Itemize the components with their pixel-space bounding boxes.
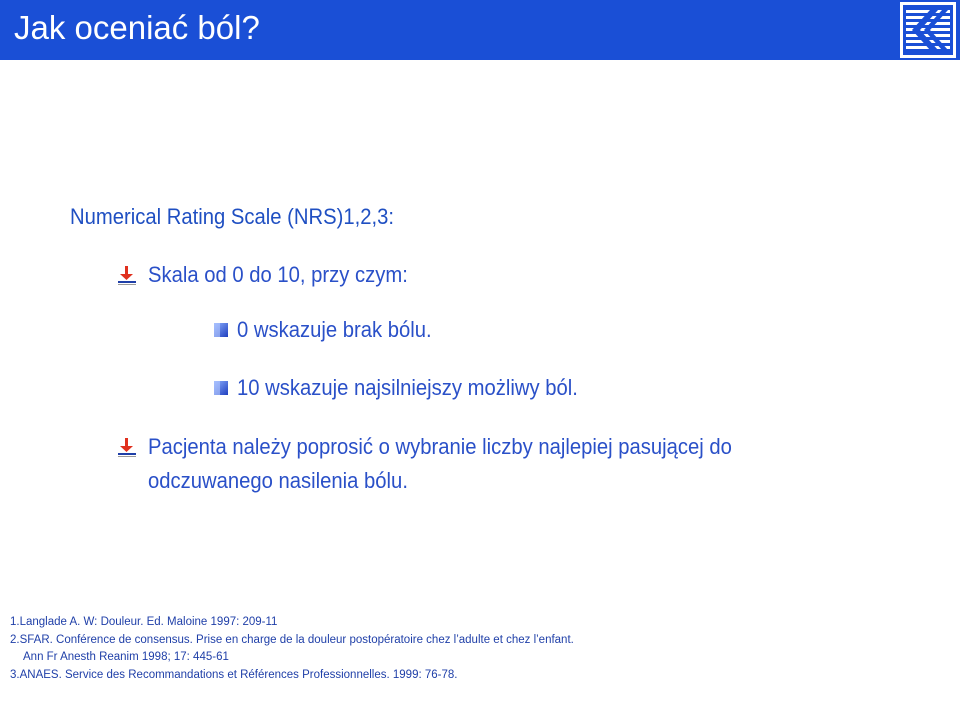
arrow-bullet-icon — [116, 264, 138, 286]
sub-bullet-ten: 10 wskazuje najsilniejszy możliwy ból. — [237, 375, 578, 400]
square-bullet-icon — [213, 322, 229, 338]
nrs-heading: Numerical Rating Scale (NRS)1,2,3: — [70, 204, 394, 229]
slide-title: Jak oceniać ból? — [14, 9, 260, 46]
bullet-patient-instruction: Pacjenta należy poprosić o wybranie liczby najlepiej pasującej do — [148, 434, 732, 459]
reference-2: 2.SFAR. Conférence de consensus. Prise en charge de la douleur postopératoire chez l’adulte et chez l’enfant. — [10, 633, 574, 646]
bullet-scale-range: Skala od 0 do 10, przy czym: — [148, 262, 408, 287]
square-bullet-icon — [213, 380, 229, 396]
logo-icon — [900, 2, 956, 58]
reference-3: 3.ANAES. Service des Recommandations et Références Professionnelles. 1999: 76-78. — [10, 668, 458, 681]
bullet-patient-instruction-cont: odczuwanego nasilenia bólu. — [148, 468, 408, 493]
references — [10, 614, 574, 684]
title-bar — [0, 0, 960, 60]
reference-1: 1.Langlade A. W: Douleur. Ed. Maloine 1997: 209-11 — [10, 616, 278, 628]
arrow-bullet-icon — [116, 436, 138, 458]
sub-bullet-zero: 0 wskazuje brak bólu. — [237, 317, 432, 342]
reference-2-cont: Ann Fr Anesth Reanim 1998; 17: 445-61 — [23, 651, 229, 663]
